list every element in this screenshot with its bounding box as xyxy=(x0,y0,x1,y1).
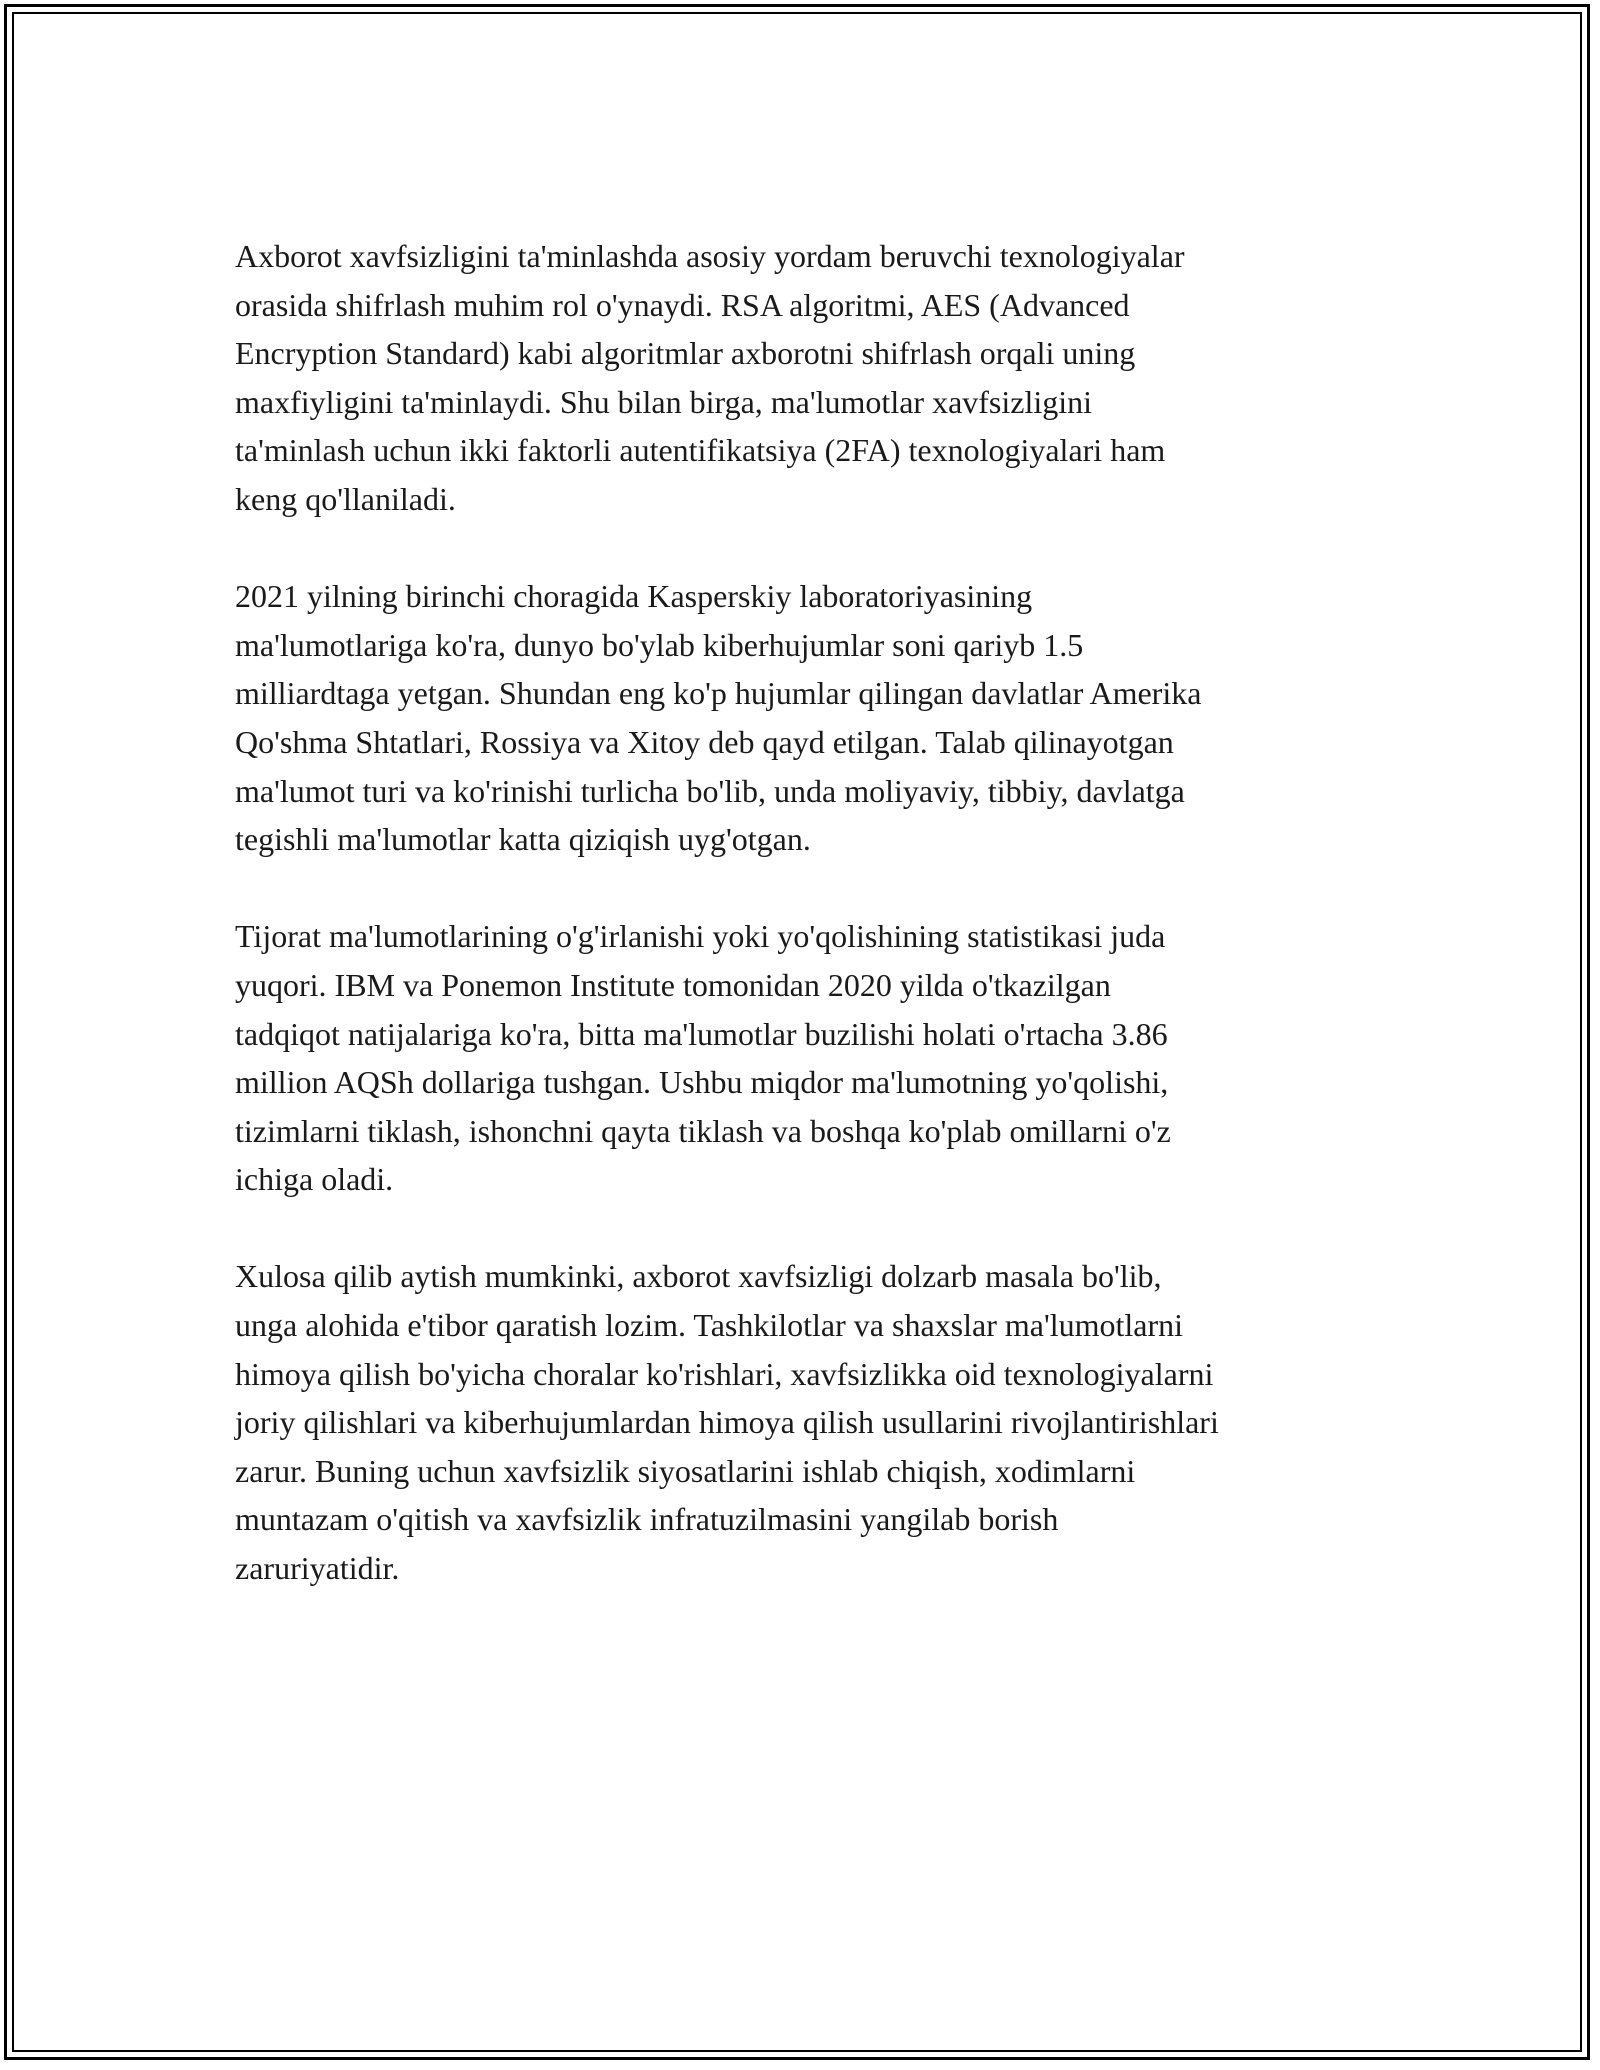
paragraph-cyberattack-stats: 2021 yilning birinchi choragida Kasperskiy laboratoriyasining ma'lumotlariga ko'ra, dunyo bo'ylab kiberhujumlar soni qariyb 1.5 milliardtaga yetgan. Shundan eng ko'p hujumlar qilingan davlatlar Amerika Qo'shma Shtatlari, Rossiya va Xitoy deb qayd etilgan. Talab qilinayotgan ma'lumot turi va ko'rinishi turlicha bo'lib, unda moliyaviy, tibbiy, davlatga tegishli ma'lumotlar katta qiziqish uyg'otgan. xyxy=(235,578,1202,858)
document-body xyxy=(235,232,1385,1641)
paragraph-conclusion: Xulosa qilib aytish mumkinki, axborot xavfsizligi dolzarb masala bo'lib, unga alohida e'tibor qaratish lozim. Tashkilotlar va shaxslar ma'lumotlarni himoya qilish bo'yicha choralar ko'rishlari, xavfsizlikka oid texnologiyalarni joriy qilishlari va kiberhujumlardan himoya qilish usullarini rivojlantirishlari zarur. Buning uchun xavfsizlik siyosatlarini ishlab chiqish, xodimlarni muntazam o'qitish va xavfsizlik infratuzilmasini yangilab borish zaruriyatidir. xyxy=(235,1258,1219,1587)
paragraph-encryption: Axborot xavfsizligini ta'minlashda asosiy yordam beruvchi texnologiyalar orasida shifrlash muhim rol o'ynaydi. RSA algoritmi, AES (Advanced Encryption Standard) kabi algoritmlar axborotni shifrlash orqali uning maxfiyligini ta'minlaydi. Shu bilan birga, ma'lumotlar xavfsizligini ta'minlash uchun ikki faktorli autentifikatsiya (2FA) texnologiyalari ham keng qo'llaniladi. xyxy=(235,238,1185,517)
paragraph-data-breach-cost: Tijorat ma'lumotlarining o'g'irlanishi yoki yo'qolishining statistikasi juda yuqori. IBM va Ponemon Institute tomonidan 2020 yilda o'tkazilgan tadqiqot natijalariga ko'ra, bitta ma'lumotlar buzilishi holati o'rtacha 3.86 million AQSh dollariga tushgan. Ushbu miqdor ma'lumotning yo'qolishi, tizimlarni tiklash, ishonchni qayta tiklash va boshqa ko'plab omillarni o'z ichiga oladi. xyxy=(235,918,1171,1198)
